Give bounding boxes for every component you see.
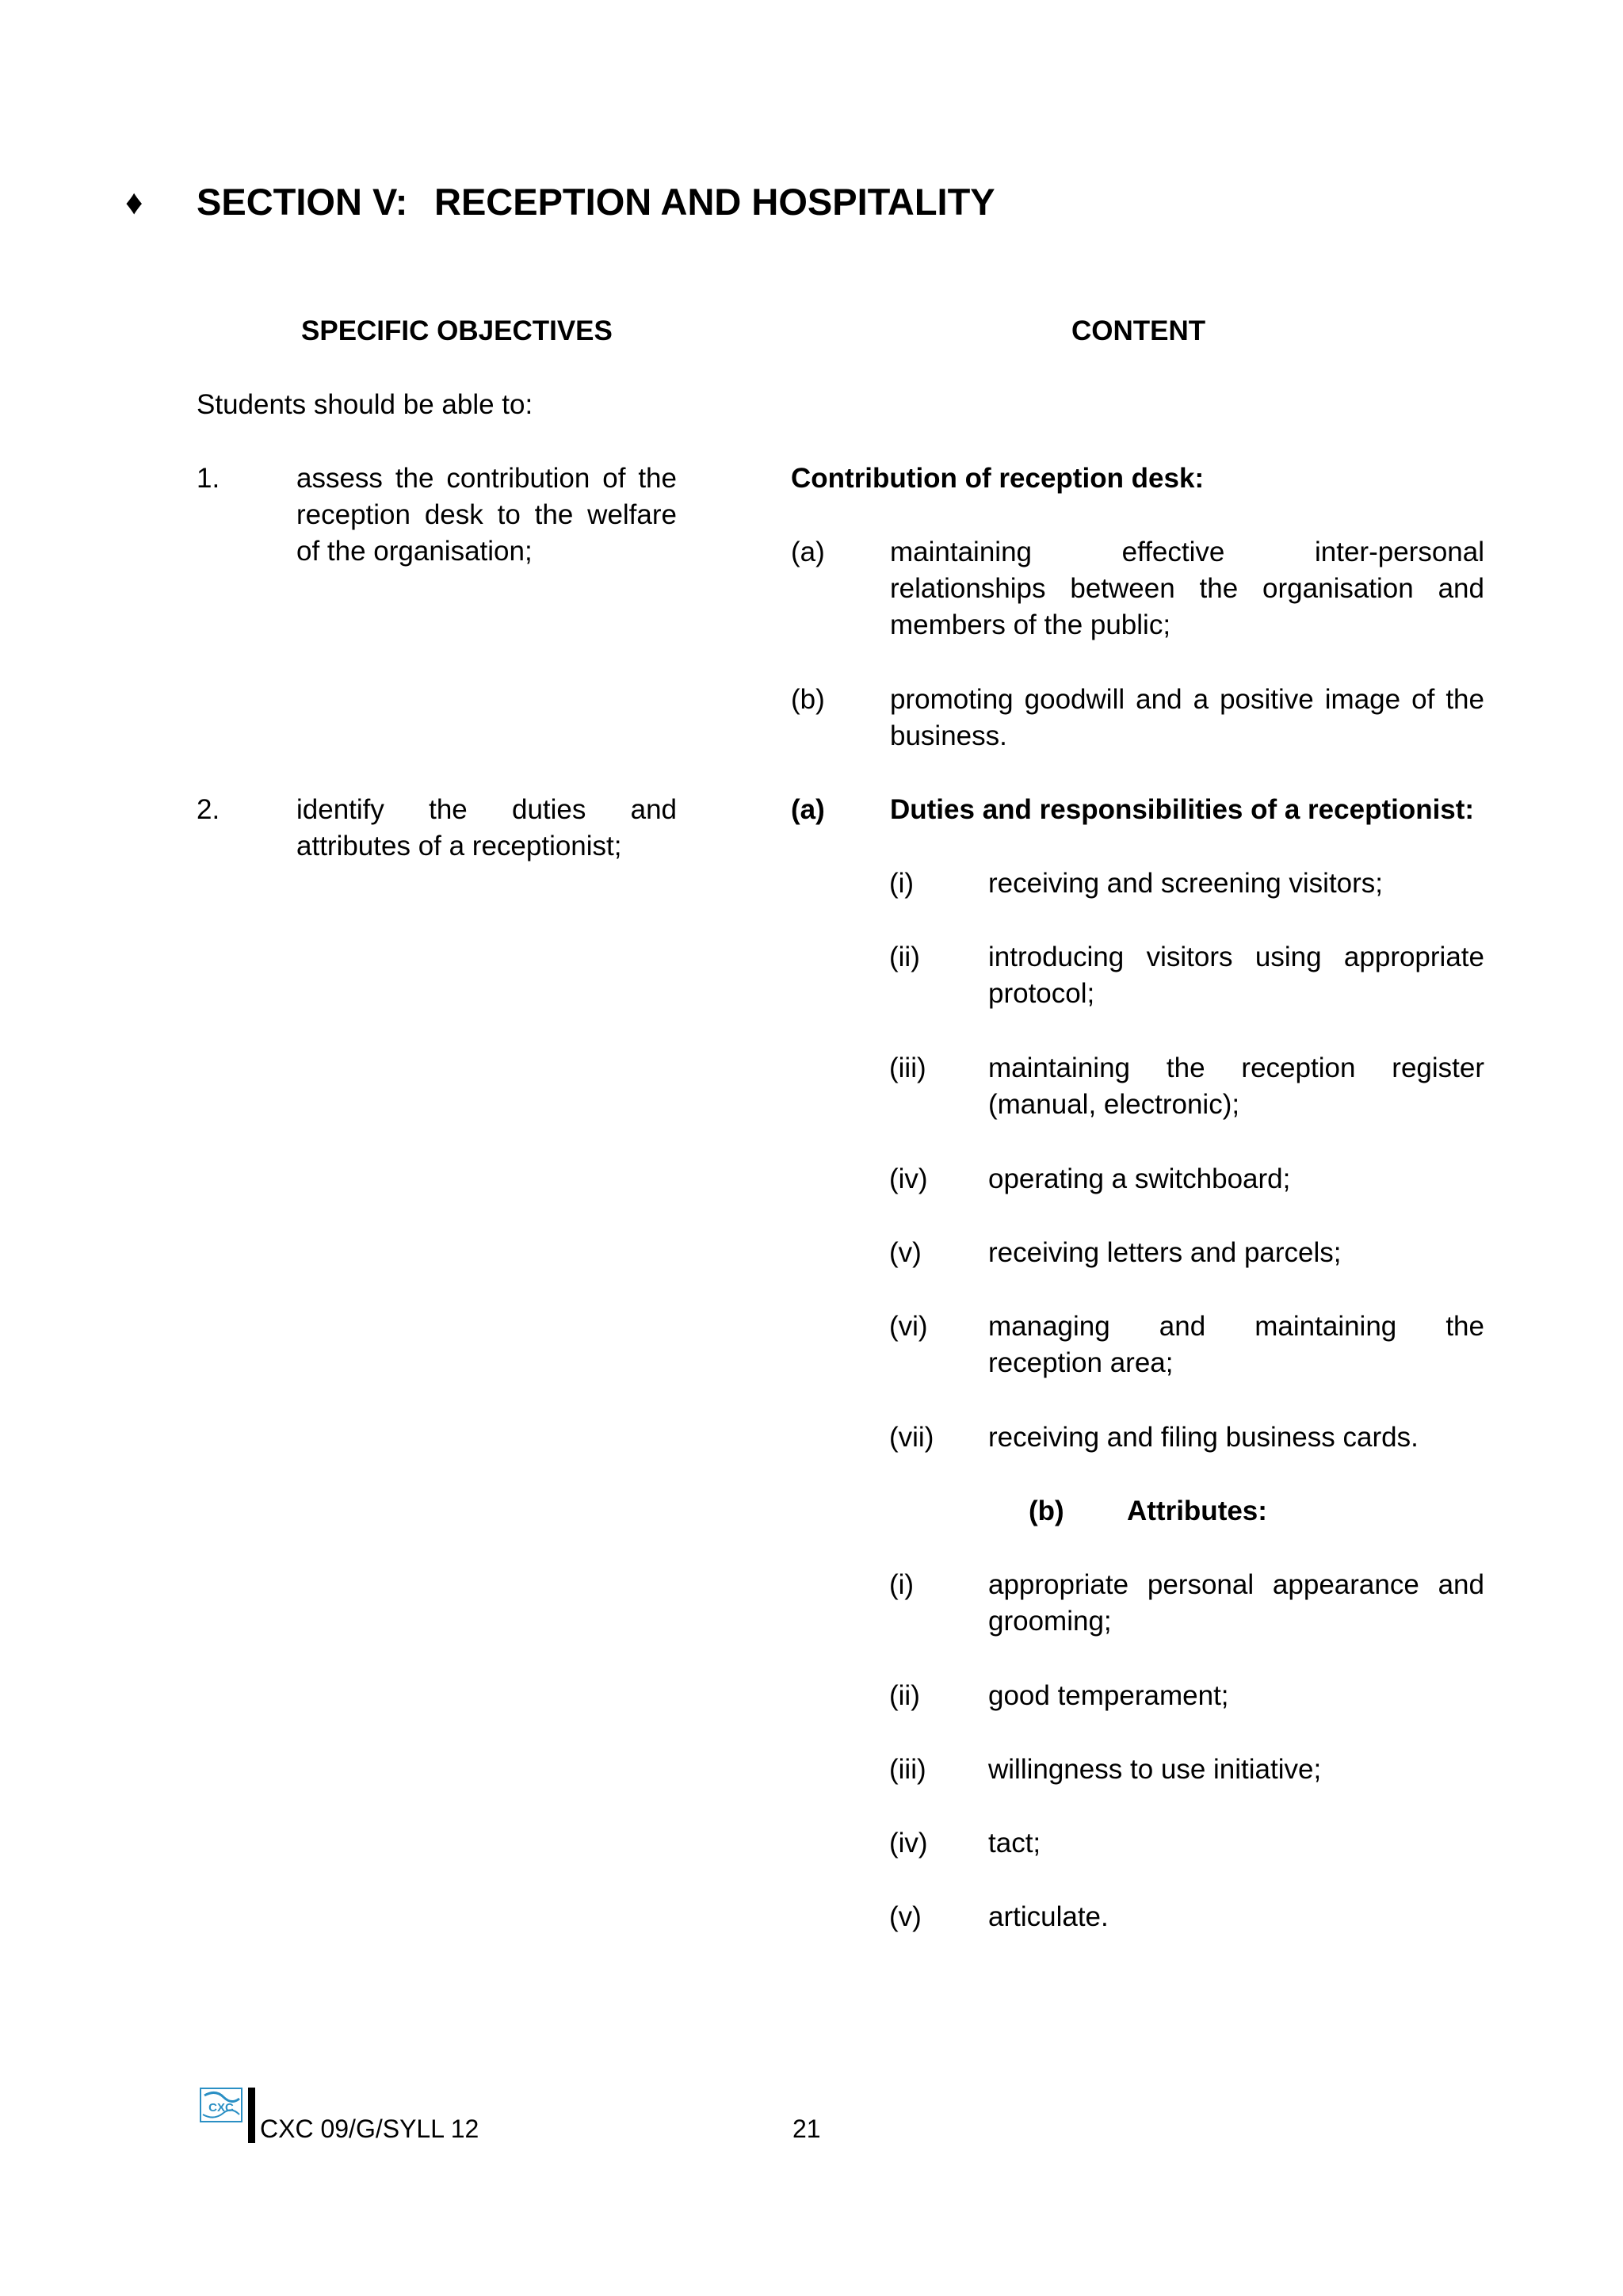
item-line: maintaining the reception register [988, 1052, 1484, 1083]
item-line: grooming; [988, 1606, 1112, 1637]
item-line: promoting goodwill and a positive image of the [890, 684, 1484, 715]
objective-line: of the organisation; [296, 536, 533, 567]
attributes-heading: Attributes: [1127, 1496, 1267, 1526]
objective-line: identify the duties and [296, 794, 677, 825]
item-label: (vi) [889, 1311, 928, 1342]
objective-line: assess the contribution of the [296, 463, 677, 494]
section-title: RECEPTION AND HOSPITALITY [434, 181, 995, 223]
contribution-heading: Contribution of reception desk: [791, 463, 1205, 494]
item-line: protocol; [988, 978, 1095, 1009]
duties-label: (a) [791, 794, 825, 825]
objective-line: reception desk to the welfare [296, 499, 677, 530]
item-label: (iv) [889, 1828, 928, 1859]
page-number: 21 [792, 2115, 821, 2143]
item-line: willingness to use initiative; [988, 1754, 1322, 1785]
item-line: tact; [988, 1828, 1041, 1859]
item-label: (ii) [889, 1680, 920, 1711]
item-line: receiving and screening visitors; [988, 868, 1384, 899]
objective-number: 2. [197, 794, 220, 825]
section-bullet: ♦ [125, 183, 143, 222]
footer-divider [248, 2088, 255, 2143]
item-line: appropriate personal appearance and [988, 1569, 1484, 1600]
objectives-header: SPECIFIC OBJECTIVES [301, 315, 613, 346]
item-line: business. [890, 720, 1007, 751]
item-label: (i) [889, 868, 915, 899]
objective-number: 1. [197, 463, 220, 494]
section-label: SECTION V: [197, 181, 408, 223]
cxc-logo-icon [200, 2088, 242, 2122]
item-line: reception area; [988, 1347, 1174, 1378]
item-label: (iii) [889, 1754, 926, 1785]
item-label: (a) [791, 537, 825, 567]
objective-line: attributes of a receptionist; [296, 831, 622, 861]
attributes-label: (b) [1029, 1496, 1064, 1526]
content-header: CONTENT [1071, 315, 1206, 346]
item-line: members of the public; [890, 609, 1171, 640]
item-line: articulate. [988, 1901, 1109, 1932]
item-line: relationships between the organisation and [890, 573, 1484, 604]
item-label: (v) [889, 1237, 922, 1268]
item-line: introducing visitors using appropriate [988, 942, 1484, 972]
item-label: (v) [889, 1901, 922, 1932]
item-line: (manual, electronic); [988, 1089, 1240, 1120]
item-label: (iii) [889, 1052, 926, 1083]
item-label: (vii) [889, 1422, 934, 1453]
logo-text: CXC [208, 2101, 234, 2115]
item-line: operating a switchboard; [988, 1163, 1291, 1194]
item-line: receiving letters and parcels; [988, 1237, 1342, 1268]
item-line: good temperament; [988, 1680, 1229, 1711]
item-line: receiving and filing business cards. [988, 1422, 1419, 1453]
duties-heading: Duties and responsibilities of a receptionist: [890, 794, 1475, 825]
item-line: maintaining effective inter-personal [890, 537, 1484, 567]
intro-text: Students should be able to: [197, 389, 533, 420]
item-label: (iv) [889, 1163, 928, 1194]
item-label: (i) [889, 1569, 915, 1600]
footer-doc-code: CXC 09/G/SYLL 12 [260, 2115, 479, 2143]
item-label: (b) [791, 684, 825, 715]
item-line: managing and maintaining the [988, 1311, 1484, 1342]
item-label: (ii) [889, 942, 920, 972]
